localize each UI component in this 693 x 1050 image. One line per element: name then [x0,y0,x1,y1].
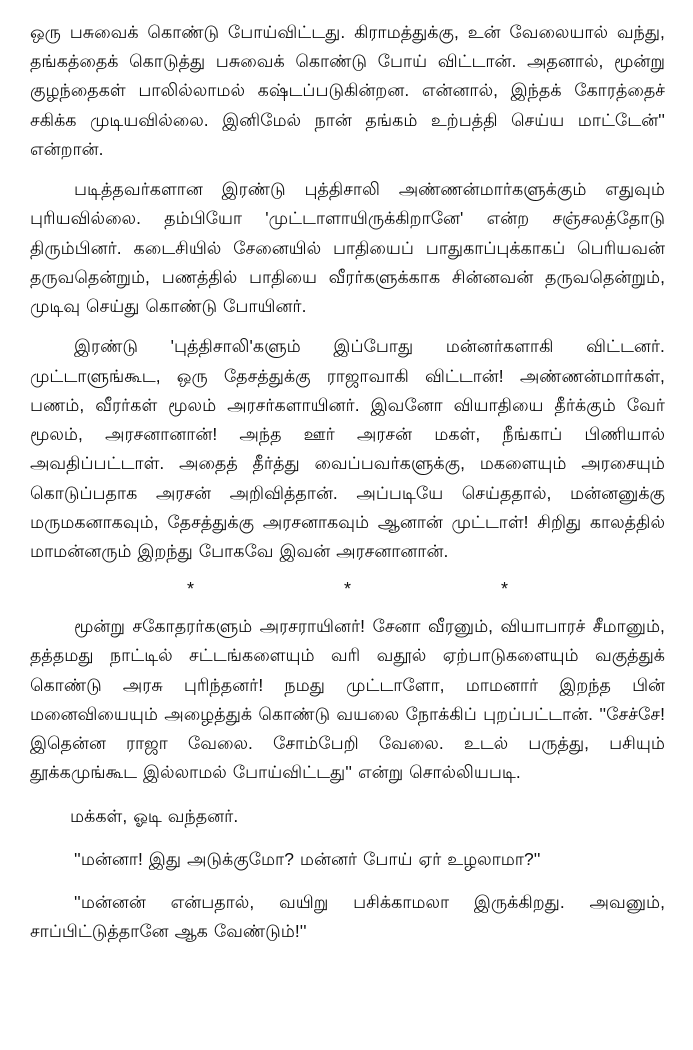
paragraph-6-dialogue: ''மன்னா! இது அடுக்குமோ? மன்னர் போய் ஏர் உழலாமா?'' [74,848,541,869]
paragraph-4: மூன்று சகோதரர்களும் அரசராயினர்! சேனா வீரனும், வியாபாரச் சீமானும், தத்தமது நாட்டில் சட்டங்களையும் வரி வதூல் ஏற்பாடுகளையும் வகுத்துக் கொண்டு அரசு புரிந்தனர்! நமது முட்டாளோ, மாமனார் இறந்த பின் மனைவியையும் அழைத்துக் கொண்டு வயலை நோக்கிப் புறப்பட்டான். ''சேச்சே! இதென்ன ராஜா வேலை. சோம்பேறி வேலை. உடல் பருத்து, பசியும் தூக்கமுங்கூட இல்லாமல் போய்விட்டது'' என்று சொல்லியபடி. [30,616,665,783]
paragraph-2: படித்தவர்களான இரண்டு புத்திசாலி அண்ணன்மார்களுக்கும் எதுவும் புரியவில்லை. தம்பியோ 'முட்டாளாயிருக்கிறானே' என்ற சஞ்சலத்தோடு திரும்பினர். கடைசியில் சேனையில் பாதியைப் பாதுகாப்புக்காகப் பெரியவன் தருவதென்றும், பணத்தில் பாதியை வீரர்களுக்காக சின்னவன் தருவதென்றும், முடிவு செய்து கொண்டு போயினர். [30,179,665,317]
asterisk-divider [30,580,665,598]
paragraph-7-dialogue: ''மன்னன் என்பதால், வயிறு பசிக்காமலா இருக்கிறது. அவனும், சாப்பிட்டுத்தானே ஆக வேண்டும்!'' [30,892,665,942]
paragraph-gap [30,876,665,888]
paragraph-1: ஒரு பசுவைக் கொண்டு போய்விட்டது. கிராமத்துக்கு, உன் வேலையால் வந்து, தங்கத்தைக் கொடுத்து பசுவைக் கொண்டு போய் விட்டான். அதனால், மூன்று குழந்தைகள் பாலில்லாமல் கஷ்டப்படுகின்றன. என்னால், இந்தக் கோரத்தைச் சகிக்க முடியவில்லை. இனிமேல் நான் தங்கம் உற்பத்தி செய்ய மாட்டேன்'' என்றான். [30,22,665,159]
paragraph-gap [30,833,665,845]
paragraph-gap [30,323,665,332]
paragraph-3: இரண்டு 'புத்திசாலி'களும் இப்போது மன்னர்களாகி விட்டனர். முட்டாளுங்கூட, ஒரு தேசத்துக்கு ராஜாவாகி விட்டான்! அண்ணன்மார்கள், பணம், வீரர்கள் மூலம் அரசர்களாயினர். இவனோ வியாதியை தீர்க்கும் வேர் மூலம், அரசனானான்! அந்த ஊர் அரசன் மகள், நீங்காப் பிணியால் அவதிப்பட்டாள். அதைத் தீர்த்து வைப்பவர்களுக்கு, மகளையும் அரசையும் கொடுப்பதாக அரசன் அறிவித்தான். அப்படியே செய்ததால், மன்னனுக்கு மருமகனாகவும், தேசத்துக்கு அரசனாகவும் ஆனான் முட்டாள்! சிறிது காலத்தில் மாமன்னரும் இறந்து போகவே இவன் அரசனானான். [30,336,665,561]
asterisk-icon: * [501,579,509,600]
dialogue-block [30,888,665,946]
paragraph-gap [30,790,665,802]
paragraph-5: மக்கள், ஓடி வந்தனர். [70,805,239,826]
asterisk-icon: * [186,579,194,600]
paragraph-gap [30,166,665,175]
asterisk-icon: * [343,579,351,600]
